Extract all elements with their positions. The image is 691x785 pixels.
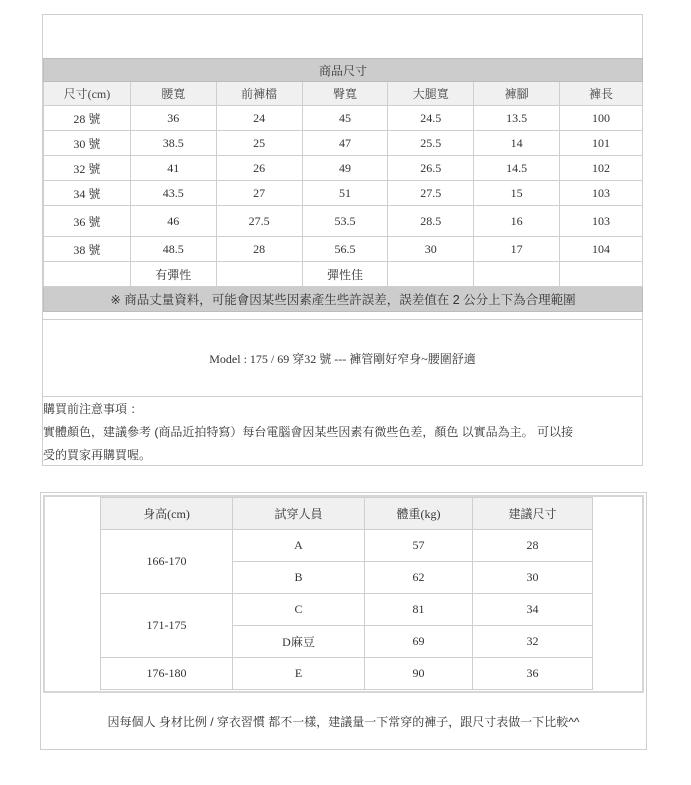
table-cell: 45 <box>302 106 388 131</box>
height-range-cell: 166-170 <box>101 530 233 594</box>
table-cell: 14 <box>474 131 560 156</box>
table-cell <box>474 262 560 287</box>
column-header: 大腿寬 <box>388 82 474 106</box>
column-header: 身高(cm) <box>101 498 233 530</box>
table-cell: 13.5 <box>474 106 560 131</box>
fit-header-row <box>101 498 593 530</box>
table-cell: 34 號 <box>44 181 131 206</box>
table-cell: 56.5 <box>302 237 388 262</box>
table-cell: 14.5 <box>474 156 560 181</box>
table-cell: 34 <box>473 594 593 626</box>
table-cell: 32 <box>473 626 593 658</box>
size-info-panel <box>42 14 643 466</box>
elastic-waist-label: 有彈性 <box>130 262 216 287</box>
column-header: 試穿人員 <box>233 498 365 530</box>
table-cell: 24 <box>216 106 302 131</box>
table-cell: 46 <box>130 206 216 237</box>
fit-panel <box>40 492 647 750</box>
table-cell: 49 <box>302 156 388 181</box>
table-row <box>44 206 643 237</box>
table-row <box>44 106 643 131</box>
purchase-notes-line: 實體顏色，建議參考 (商品近拍特寫）每台電腦會因某些因素有微些色差，顏色 以實品為主。 可以接 <box>43 425 574 439</box>
elastic-hip-label: 彈性佳 <box>302 262 388 287</box>
column-header: 褲長 <box>560 82 643 106</box>
table-cell: 81 <box>365 594 473 626</box>
table-cell: 41 <box>130 156 216 181</box>
table-cell: 36 <box>473 658 593 690</box>
table-cell: 47 <box>302 131 388 156</box>
table-cell: 43.5 <box>130 181 216 206</box>
table-cell: 103 <box>560 206 643 237</box>
table-cell: 36 <box>130 106 216 131</box>
model-info: Model : 175 / 69 穿32 號 --- 褲管剛好窄身~腰圍舒適 <box>43 319 642 397</box>
table-cell <box>560 262 643 287</box>
measurement-note: ※ 商品丈量資料，可能會因某些因素產生些許誤差，誤差值在 2 公分上下為合理範圍 <box>44 287 643 312</box>
table-cell: 27 <box>216 181 302 206</box>
table-cell: 53.5 <box>302 206 388 237</box>
height-range-cell: 176-180 <box>101 658 233 690</box>
height-range-cell: 171-175 <box>101 594 233 658</box>
table-cell: 27.5 <box>216 206 302 237</box>
table-cell: C <box>233 594 365 626</box>
table-cell: 30 號 <box>44 131 131 156</box>
table-cell: 28.5 <box>388 206 474 237</box>
size-chart-header-row <box>44 82 643 106</box>
table-cell: 24.5 <box>388 106 474 131</box>
table-cell: 38 號 <box>44 237 131 262</box>
fit-table-frame <box>43 495 644 693</box>
table-cell: 51 <box>302 181 388 206</box>
table-row <box>44 181 643 206</box>
table-row <box>44 131 643 156</box>
table-cell: 36 號 <box>44 206 131 237</box>
purchase-notes <box>43 398 642 467</box>
table-cell: 38.5 <box>130 131 216 156</box>
table-cell <box>44 262 131 287</box>
table-cell: 57 <box>365 530 473 562</box>
purchase-notes-line: 受的買家再購買喔。 <box>43 448 152 462</box>
table-cell: 26 <box>216 156 302 181</box>
table-cell: 102 <box>560 156 643 181</box>
table-row <box>44 237 643 262</box>
column-header: 體重(kg) <box>365 498 473 530</box>
size-chart-title: 商品尺寸 <box>44 59 643 82</box>
table-cell: 28 號 <box>44 106 131 131</box>
table-cell: 62 <box>365 562 473 594</box>
column-header: 尺寸(cm) <box>44 82 131 106</box>
table-cell: E <box>233 658 365 690</box>
table-cell: B <box>233 562 365 594</box>
column-header: 臀寬 <box>302 82 388 106</box>
table-cell: 27.5 <box>388 181 474 206</box>
table-cell: 100 <box>560 106 643 131</box>
elasticity-row <box>44 262 643 287</box>
table-cell: 48.5 <box>130 237 216 262</box>
table-row <box>101 530 593 562</box>
table-cell: 32 號 <box>44 156 131 181</box>
purchase-notes-heading: 購買前注意事項 ： <box>43 402 143 416</box>
column-header: 褲腳 <box>474 82 560 106</box>
column-header: 腰寬 <box>130 82 216 106</box>
table-cell: 69 <box>365 626 473 658</box>
table-cell: 16 <box>474 206 560 237</box>
table-cell: A <box>233 530 365 562</box>
table-row <box>44 156 643 181</box>
table-row <box>101 594 593 626</box>
table-cell: 90 <box>365 658 473 690</box>
column-header: 前褲檔 <box>216 82 302 106</box>
table-cell: 103 <box>560 181 643 206</box>
table-cell: 30 <box>473 562 593 594</box>
table-cell <box>216 262 302 287</box>
table-cell: 15 <box>474 181 560 206</box>
fit-note: 因每個人 身材比例 / 穿衣習慣 都不一樣，建議量一下常穿的褲子，跟尺寸表做一下比較^^ <box>107 714 580 729</box>
table-cell: 30 <box>388 237 474 262</box>
size-chart-table <box>43 58 643 312</box>
fit-chart-table <box>100 497 593 690</box>
table-row <box>101 658 593 690</box>
table-cell: 104 <box>560 237 643 262</box>
table-cell: 25.5 <box>388 131 474 156</box>
table-cell: 28 <box>216 237 302 262</box>
table-cell: 101 <box>560 131 643 156</box>
table-cell: 17 <box>474 237 560 262</box>
table-cell: D麻豆 <box>233 626 365 658</box>
table-cell <box>388 262 474 287</box>
column-header: 建議尺寸 <box>473 498 593 530</box>
table-cell: 26.5 <box>388 156 474 181</box>
table-cell: 25 <box>216 131 302 156</box>
table-cell: 28 <box>473 530 593 562</box>
